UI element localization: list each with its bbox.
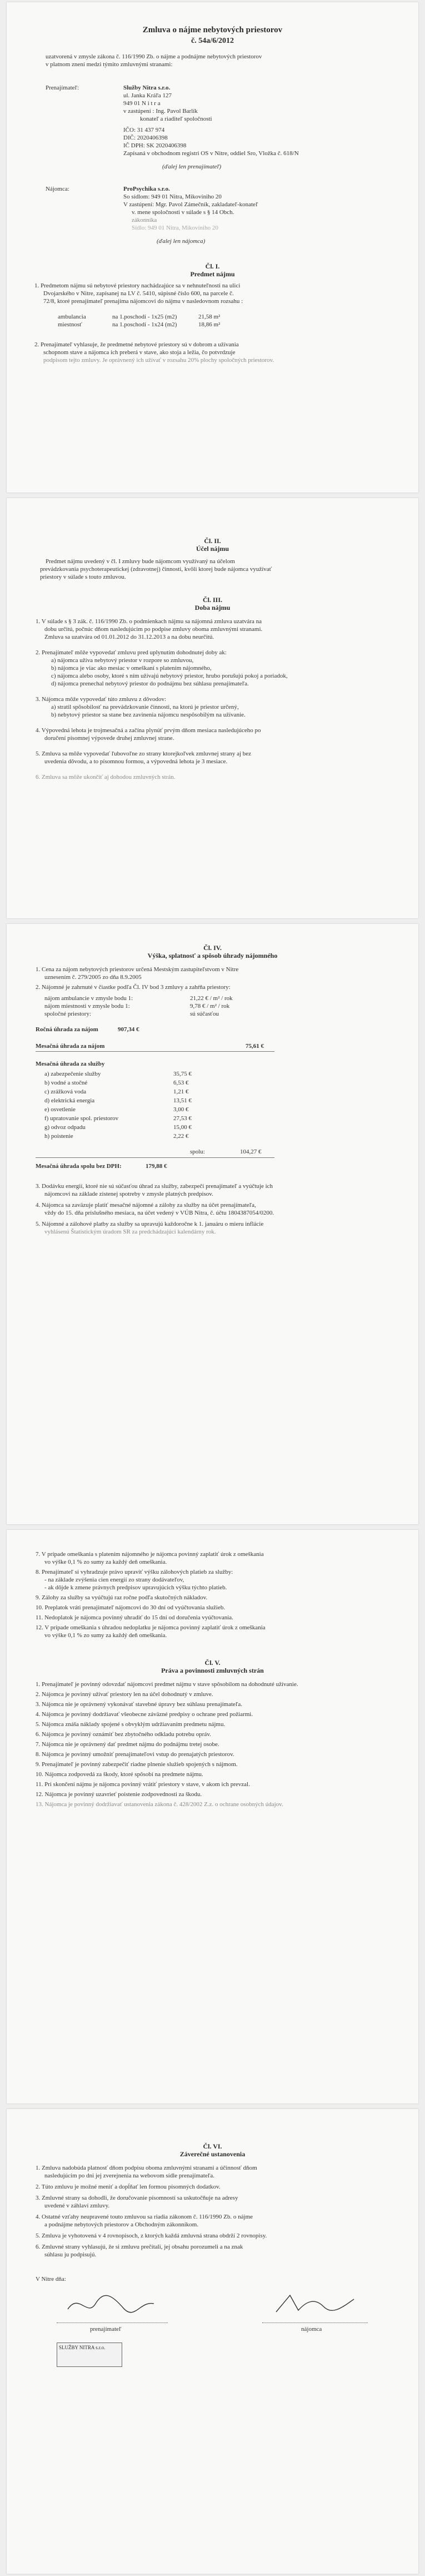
service-item-label: g) odvoz odpadu	[44, 1124, 86, 1131]
rent-item-label: nájom ambulancie v zmysle bodu 1:	[44, 995, 133, 1002]
paragraph-line: nájomcovi na základe zistenej spotreby v zmysle platných predpisov.	[44, 1191, 213, 1197]
paragraph-line: doručení písomnej výpovede druhej zmluvnej strane.	[44, 735, 174, 742]
paragraph-line: 72/8, ktoré prenajímateľ prenajíma nájomcovi do nájmu v nasledovnom rozsahu :	[43, 298, 243, 305]
paragraph-line: 2. Prenajímateľ môže vypovedať zmluvu pred uplynutím dohodnutej doby ak:	[36, 649, 227, 656]
paragraph-line: 1. Cena za nájom nebytových priestorov určená Mestským zastupiteľstvom v Nitre	[36, 966, 239, 973]
contract-page-1	[7, 2, 418, 493]
landlord-line: IČ DPH: SK 2020406398	[123, 142, 187, 149]
landlord-name: Služby Nitra s.r.o.	[123, 84, 171, 91]
article-number: Čl. III.	[202, 596, 222, 604]
paragraph-line: 5. Nájomné a zálohové platby za služby sa upravujú každoročne k 1. januáru o mieru inflácie	[36, 1221, 264, 1227]
services-total-value: 104,27 €	[240, 1148, 262, 1155]
paragraph-line: 1. V súlade s § 3 zák. č. 116/1990 Zb. o podmienkach nájmu sa nájomná zmluva uzatvára na	[36, 618, 262, 625]
stamp-text: SLUŽBY NITRA s.r.o.	[59, 2345, 106, 2350]
paragraph-line: 11. Pri skončení nájmu je nájomca povinný vrátiť priestory v stave, v akom ich prevzal.	[36, 1781, 250, 1788]
paragraph-line: vo výške 0,1 % zo sumy za každý deň omeškania.	[44, 1632, 167, 1639]
paragraph-line: 10. Nájomca zodpovedá za škody, ktoré spôsobí na predmete nájmu.	[36, 1771, 203, 1778]
signature-line	[262, 2323, 368, 2324]
paragraph-line: Predmet nájmu uvedený v čl. I zmluvy bude nájomcom využívaný na účelom	[46, 558, 235, 565]
landlord-label: Prenajímateľ:	[46, 84, 79, 91]
paragraph-line: uvedené v záhlaví zmluvy.	[44, 2202, 110, 2209]
paragraph-line: uvedenia dôvodu, a to písomnou formou, a výpovedná lehota je 3 mesiace.	[44, 758, 228, 765]
contract-page-2	[7, 498, 418, 918]
paragraph-line: 2. Nájomné je zahrnuté v čiastke podľa Čl. IV bod 3 zmluvy a zahŕňa priestory:	[36, 984, 231, 991]
paragraph-line: 1. Zmluva nadobúda platnosť dňom podpisu oboma zmluvnými stranami a účinnosť dňom	[36, 2165, 257, 2171]
paragraph-line: b) nebytový priestor sa stane bez zavinenia nájomcu nespôsobilým na užívanie.	[51, 712, 246, 718]
paragraph-line: 4. Nájomca sa zaväzuje platiť mesačné nájomné a zálohy za služby na účet prenajímateľa,	[36, 1202, 256, 1209]
area-row-label: miestnosť	[58, 321, 82, 328]
contract-title: Zmluva o nájme nebytových priestorov	[142, 26, 283, 34]
paragraph-line: - na základe zvýšenia cien energií zo strany dodávateľov,	[44, 1577, 184, 1583]
landlord-line: konateľ a riaditeľ spoločnosti	[140, 116, 212, 122]
paragraph-line: 3. Nájomca môže vypovedať túto zmluvu z dôvodov:	[36, 696, 167, 703]
contract-page-3	[7, 924, 418, 1524]
paragraph-line: 2. Túto zmluvu je možné meniť a dopĺňať len formou písomných dodatkov.	[36, 2184, 221, 2190]
tenant-line: zákonníka	[132, 217, 157, 223]
article-title: Predmet nájmu	[190, 270, 235, 278]
article-number: Čl. IV.	[203, 944, 222, 952]
paragraph-line: 6. Zmluva sa môže ukončiť aj dohodou zmluvných strán.	[36, 774, 176, 780]
paragraph-line: 8. Nájomca je povinný umožniť prenajímateľovi vstup do prenajatých priestorov.	[36, 1751, 234, 1758]
service-item-label: b) vodné a stočné	[44, 1080, 88, 1086]
services-label: Mesačná úhrada za služby	[36, 1061, 105, 1067]
article-title: Výška, splatnosť a spôsob úhrady nájomného	[147, 952, 278, 959]
area-row-value: 18,86 m²	[198, 321, 221, 328]
rent-item-value: 21,22 € / m² / rok	[190, 995, 233, 1002]
paragraph-line: Zmluva sa uzatvára od 01.01.2012 do 31.12.2013 a na dobu neurčitú.	[44, 634, 214, 640]
article-title: Práva a povinnosti zmluvných strán	[161, 1667, 264, 1674]
divider	[36, 1051, 274, 1052]
paragraph-line: 7. Nájomca nie je oprávnený dať predmet nájmu do podnájmu tretej osobe.	[36, 1741, 219, 1748]
paragraph-line: nasledujúcim po dni jej zverejnenia na webovom sídle prenajímateľa.	[44, 2172, 214, 2179]
rent-item-label: spoločné priestory:	[44, 1011, 92, 1017]
paragraph-line: vyhlásenú Štatistickým úradom SR za predchádzajúci kalendárny rok.	[44, 1229, 216, 1235]
paragraph-line: 11. Nedoplatok je nájomca povinný uhradiť do 15 dní od doručenia vyúčtovania.	[36, 1614, 233, 1621]
paragraph-line: 9. Prenajímateľ je povinný zabezpečiť riadne plnenie služieb spojených s nájmom.	[36, 1761, 238, 1768]
signature-landlord	[62, 2287, 162, 2320]
paragraph-line: 12. V prípade omeškania s úhradou nedoplatku je nájomca povinný zaplatiť úrok z omeškania	[36, 1624, 266, 1631]
paragraph-line: 4. Nájomca je povinný dodržiavať všeobecne záväzné predpisy o ochrane pred požiarmi.	[36, 1711, 253, 1718]
tenant-label: Nájomca:	[46, 186, 69, 192]
service-item-value: 35,75 €	[173, 1071, 192, 1077]
service-item-label: e) osvetlenie	[44, 1106, 76, 1113]
paragraph-line: 2. Prenajímateľ vyhlasuje, že predmetné nebytové priestory sú v dobrom a užívania	[34, 341, 239, 348]
services-total-label: spolu:	[190, 1148, 205, 1155]
paragraph-line: 3. Zmluvné strany sa dohodli, že doručovanie písomností sa uskutočňuje na adresy	[36, 2195, 238, 2201]
divider	[36, 1157, 274, 1158]
service-item-label: a) zabezpečenie služby	[44, 1071, 101, 1077]
service-item-value: 13,51 €	[173, 1097, 192, 1104]
paragraph-line: c) nájomca alebo osoby, ktoré s ním užívajú nebytový priestor, hrubo porušujú pokoj a poriadok,	[51, 673, 288, 679]
paragraph-line: 4. Výpovedná lehota je trojmesačná a začína plynúť prvým dňom mesiaca nasledujúceho po	[36, 727, 261, 734]
paragraph-line: 1. Prenajímateľ je povinný odovzdať nájomcovi predmet nájmu v stave spôsobilom na dohodnuté užívanie.	[36, 1681, 298, 1688]
paragraph-line: 7. V prípade omeškania s platením nájomného je nájomca povinný zaplatiť úrok z omeškania	[36, 1551, 264, 1558]
rent-item-value: 9,78 € / m² / rok	[190, 1003, 230, 1009]
tenant-line: So sídlom: 949 01 Nitra, Mikovíniho 20	[123, 193, 222, 200]
contract-page-5	[7, 2109, 418, 2574]
company-stamp	[57, 2343, 122, 2367]
paragraph-line: 13. Nájomca je povinný dodržiavať ustanovenia zákona č. 428/2002 Z.z. o ochrane osobných údajov.	[36, 1801, 283, 1808]
paragraph-line: a) nájomca užíva nebytový priestor v rozpore so zmluvou,	[51, 657, 194, 664]
service-item-label: f) upratovanie spol. priestorov	[44, 1115, 119, 1122]
paragraph-line: prevádzkovania psychoterapeutickej (zdravotnej) činnosti, kvôli ktorej bude nájomca využívať	[40, 566, 272, 573]
service-item-label: c) zrážková voda	[44, 1088, 87, 1095]
service-item-value: 15,00 €	[173, 1124, 192, 1131]
article-title: Účel nájmu	[196, 545, 229, 553]
paragraph-line: schopnom stave a nájomca ich preberá v stave, ako stoja a ležia, čo potvrdzuje	[43, 349, 236, 356]
paragraph-line: Dvojarského v Nitre, zapísanej na LV č. 5410, súpisné číslo 600, na parcele č.	[43, 290, 234, 297]
paragraph-line: 12. Nájomca je povinný uzavrieť poistenie zodpovednosti za škodu.	[36, 1791, 202, 1798]
annual-rent-label: Ročná úhrada za nájom	[36, 1026, 98, 1033]
total-value: 179,88 €	[146, 1163, 167, 1170]
paragraph-line: 10. Preplatok vráti prenajímateľ nájomcovi do 30 dní od vyúčtovania služieb.	[36, 1604, 226, 1611]
paragraph-line: vo výške 0,1 % zo sumy za každý deň omeškania.	[44, 1559, 167, 1565]
rent-item-value: sú súčasťou	[190, 1011, 219, 1017]
total-label: Mesačná úhrada spolu bez DPH:	[36, 1163, 122, 1170]
area-row-desc: na 1.poschodí - 1x25 (m2)	[112, 314, 177, 320]
article-title: Záverečné ustanovenia	[179, 2150, 246, 2158]
signature-line	[57, 2323, 168, 2324]
tenant-name: ProPsychika s.r.o.	[123, 186, 170, 192]
article-number: Čl. V.	[204, 1659, 221, 1667]
paragraph-line: - ak dôjde k zmene právnych predpisov upravujúcich výšku týchto platieb.	[44, 1584, 227, 1591]
article-number: Čl. II.	[204, 537, 221, 545]
paragraph-line: 5. Nájomca znáša náklady spojené s obvyklým udržiavaním predmetu nájmu.	[36, 1721, 226, 1728]
signature-label-tenant: nájomca	[301, 2326, 322, 2333]
article-number: Čl. VI.	[203, 2142, 222, 2150]
service-item-label: d) elektrická energia	[44, 1097, 95, 1104]
signature-label-landlord: prenajímateľ	[90, 2326, 122, 2333]
annual-rent-value: 907,34 €	[118, 1026, 139, 1033]
tenant-line: V zastúpení: Mgr. Pavol Zámečník, zakladateľ-konateľ	[123, 201, 258, 208]
paragraph-line: priestory v súlade s touto zmluvou.	[40, 574, 126, 580]
tenant-line: v. mene spoločnosti v súlade s § 14 Obch.	[132, 209, 234, 216]
intro-line: uzatvorená v zmysle zákona č. 116/1990 Zb. o nájme a podnájme nebytových priestorov	[46, 53, 262, 60]
paragraph-line: podpisom tejto zmluvy. Je oprávnený ich užívať v rozsahu 20% plochy spoločných priestorov.	[43, 357, 274, 364]
paragraph-line: 6. Zmluvné strany vyhlasujú, že si zmluvu prečítali, jej obsahu porozumeli a na znak	[36, 2244, 243, 2250]
service-item-value: 27,53 €	[173, 1115, 192, 1122]
paragraph-line: b) nájomca je viac ako mesiac v omeškaní s platením nájomného,	[51, 665, 212, 672]
area-row-label: ambulancia	[58, 314, 86, 320]
paragraph-line: 3. Nájomca nie je oprávnený vykonávať stavebné úpravy bez súhlasu prenajímateľa.	[36, 1701, 243, 1708]
landlord-line: v zastúpení : Ing. Pavol Barlík	[123, 108, 198, 115]
service-item-label: h) poistenie	[44, 1133, 73, 1140]
contract-page-4	[7, 1530, 418, 2103]
area-row-desc: na 1.poschodí - 1x24 (m2)	[112, 321, 177, 328]
service-item-value: 1,21 €	[173, 1088, 189, 1095]
service-item-value: 2,22 €	[173, 1133, 189, 1140]
paragraph-line: d) nájomca prenechal nebytový priestor do podnájmu bez súhlasu prenajímateľa.	[51, 680, 249, 687]
rent-item-label: nájom miestnosti v zmysle bodu 1:	[44, 1003, 130, 1009]
landlord-line: IČO: 31 437 974	[123, 127, 165, 133]
service-item-value: 6,53 €	[173, 1080, 189, 1086]
paragraph-line: a) stratil spôsobilosť na prevádzkovanie činnosti, na ktorú je priestor určený,	[51, 704, 239, 710]
area-row-value: 21,58 m²	[198, 314, 221, 320]
landlord-line: ul. Janka Kráľa 127	[123, 92, 172, 99]
place-date: V Nitre dňa:	[36, 2276, 66, 2282]
landlord-line: DIČ: 2020406398	[123, 135, 168, 141]
paragraph-line: vždy do 15. dňa príslušného mesiaca, na účet vedený v VÚB Nitra, č. účtu 1804387054/0200.	[44, 1210, 274, 1216]
paragraph-line: 9. Zálohy za služby sa vyúčtujú raz ročne podľa skutočných nákladov.	[36, 1594, 208, 1601]
paragraph-line: 5. Zmluva sa môže vypovedať ľubovoľne zo strany ktorejkoľvek zmluvnej strany aj bez	[36, 750, 252, 757]
paragraph-line: dobu určitú, počnúc dňom nasledujúcim po podpise zmluvy oboma zmluvnými stranami.	[44, 626, 263, 633]
paragraph-line: 2. Nájomca je povinný užívať priestory len na účel dohodnutý v zmluve.	[36, 1691, 213, 1698]
landlord-line: (ďalej len prenajímateľ)	[162, 163, 222, 170]
paragraph-line: súhlasu ju podpisujú.	[44, 2251, 97, 2258]
paragraph-line: 1. Predmetom nájmu sú nebytové priestory nachádzajúce sa v nehnuteľnosti na ulici	[34, 282, 241, 289]
intro-line: v platnom znení medzi týmito zmluvnými stranami:	[46, 61, 173, 68]
paragraph-line: 5. Zmluva je vyhotovená v 4 rovnopisoch, z ktorých každá zmluvná strana obdrží 2 rovnopisy.	[36, 2232, 267, 2239]
signature-tenant	[268, 2287, 362, 2320]
tenant-line: (ďalej len nájomca)	[157, 238, 206, 245]
paragraph-line: 3. Dodávku energií, ktoré nie sú súčasťou úhrad za služby, zabezpečí prenajímateľ a vyúčtuje ich	[36, 1183, 273, 1190]
contract-number: č. 54a/6/2012	[191, 37, 234, 45]
article-title: Doba nájmu	[194, 604, 231, 611]
tenant-line: Sídlo: 949 01 Nitra, Mikovíniho 20	[132, 225, 218, 231]
landlord-line: Zapísaná v obchodnom registri OS v Nitre, oddiel Sro, Vložka č. 618/N	[123, 150, 299, 157]
paragraph-line: 6. Nájomca je povinný oznámiť bez zbytočného odkladu potrebu opráv.	[36, 1731, 211, 1738]
paragraph-line: 4. Ostatné vzťahy neupravené touto zmluvou sa riadia zákonom č. 116/1990 Zb. o nájme	[36, 2214, 253, 2220]
paragraph-line: uznesením č. 279/2005 zo dňa 8.9.2005	[44, 974, 142, 981]
monthly-rent-label: Mesačná úhrada za nájom	[36, 1043, 105, 1050]
monthly-rent-value: 75,61 €	[246, 1043, 264, 1050]
paragraph-line: 8. Prenajímateľ si vyhradzuje právo upraviť výšku zálohových platieb za služby:	[36, 1569, 233, 1575]
article-number: Čl. I.	[205, 262, 220, 270]
paragraph-line: a podnájme nebytových priestorov a Obchodným zákonníkom.	[44, 2221, 199, 2228]
service-item-value: 3,00 €	[173, 1106, 189, 1113]
landlord-line: 949 01 N i t r a	[123, 100, 161, 107]
